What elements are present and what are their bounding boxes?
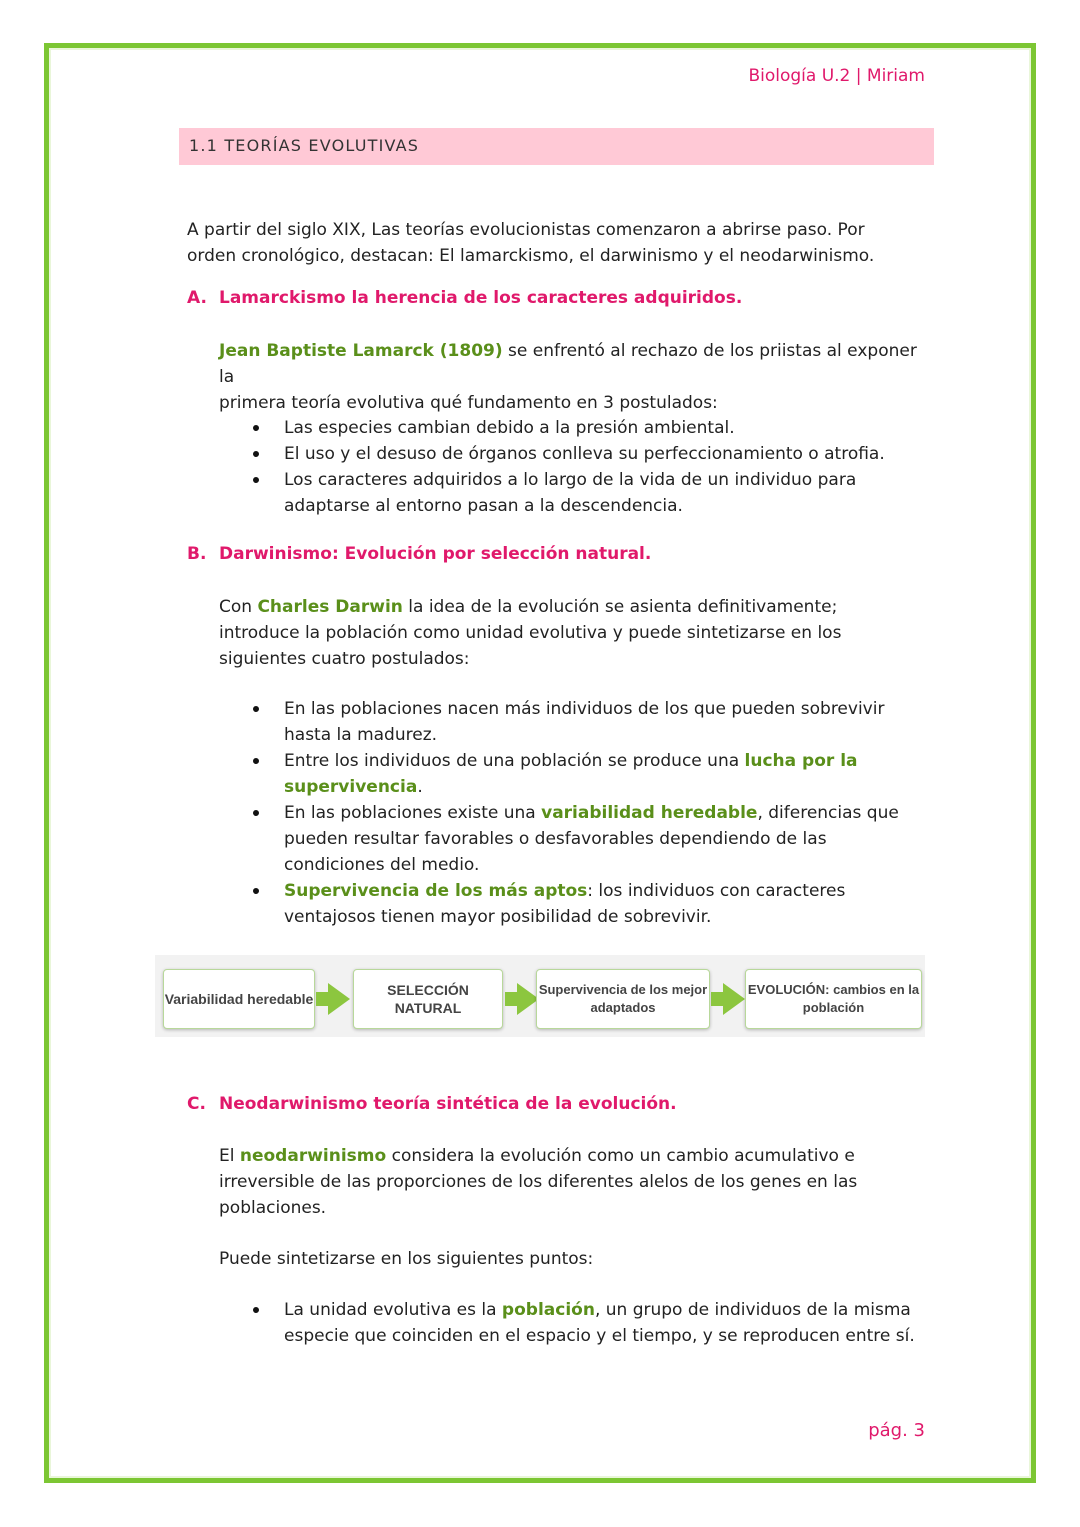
list-item: Los caracteres adquiridos a lo largo de la vida de un individuo para adaptarse al entorno pasan a la descendencia. [219, 467, 919, 519]
darwin-postulates [219, 696, 919, 930]
flow-box-variabilidad: Variabilidad heredable [163, 969, 315, 1029]
heading-letter: A. [187, 288, 207, 308]
heading-lamarckismo [187, 288, 742, 308]
list-item [219, 748, 919, 800]
highlight-term: lucha por la supervivencia [284, 751, 858, 797]
lamarck-paragraph [219, 338, 929, 416]
darwin-name: Charles Darwin [257, 597, 403, 617]
list-item: En las poblaciones nacen más individuos de los que pueden sobrevivir hasta la madurez. [219, 696, 919, 748]
page-header: Biología U.2 | Miriam [748, 66, 925, 86]
list-item-text: Entre los individuos de una población se produce una [284, 751, 745, 771]
paragraph-text: considera la evolución como un cambio acumulativo e [386, 1146, 855, 1166]
list-item-text: . [417, 777, 423, 797]
heading-letter: C. [187, 1094, 206, 1114]
highlight-term: variabilidad heredable [541, 803, 758, 823]
highlight-term: Supervivencia de los más aptos [284, 881, 588, 901]
paragraph-text: primera teoría evolutiva qué fundamento en 3 postulados: [219, 393, 718, 413]
heading-text: Darwinismo: Evolución por selección natural. [219, 544, 652, 564]
heading-letter: B. [187, 544, 207, 564]
list-item-text: En las poblaciones existe una [284, 803, 542, 823]
paragraph-text: El [219, 1146, 240, 1166]
neodarwin-points [219, 1297, 924, 1349]
list-item-text: La unidad evolutiva es la [284, 1300, 502, 1320]
lamarck-name: Jean Baptiste Lamarck (1809) [219, 341, 503, 361]
heading-neodarwinismo [187, 1094, 677, 1114]
list-item-text: : los individuos con caracteres ventajosos tienen mayor posibilidad de sobrevivir. [284, 881, 846, 927]
intro-line: A partir del siglo XIX, Las teorías evolucionistas comenzaron a abrirse paso. Por [187, 220, 865, 240]
list-item [219, 878, 919, 930]
list-item: Las especies cambian debido a la presión ambiental. [219, 415, 919, 441]
intro-line: orden cronológico, destacan: El lamarckismo, el darwinismo y el neodarwinismo. [187, 246, 875, 266]
paragraph-text: Con [219, 597, 258, 617]
intro-paragraph [187, 217, 927, 269]
flow-box-evolucion: EVOLUCIÓN: cambios en la población [745, 969, 922, 1029]
heading-text: Neodarwinismo teoría sintética de la evolución. [219, 1094, 677, 1114]
section-title: 1.1 TEORÍAS EVOLUTIVAS [179, 128, 934, 165]
paragraph-text: siguientes cuatro postulados: [219, 649, 470, 669]
darwin-paragraph [219, 594, 929, 672]
flow-box-supervivencia: Supervivencia de los mejor adaptados [536, 969, 710, 1029]
list-item [219, 800, 919, 878]
paragraph-text: introduce la población como unidad evolutiva y puede sintetizarse en los [219, 623, 842, 643]
paragraph-text: se enfrentó al rechazo de los priistas al exponer la [219, 341, 917, 387]
arrow-right-icon [328, 983, 350, 1015]
list-item-text: , diferencias que pueden resultar favorables o desfavorables dependiendo de las condiciones del medio. [284, 803, 899, 875]
page-number: pág. 3 [868, 1420, 925, 1441]
evolution-flow-diagram [155, 955, 925, 1037]
paragraph-text: poblaciones. [219, 1198, 327, 1218]
paragraph-text: irreversible de las proporciones de los diferentes alelos de los genes en las [219, 1172, 858, 1192]
arrow-right-icon [723, 983, 745, 1015]
neodarwin-intro: Puede sintetizarse en los siguientes puntos: [219, 1249, 594, 1269]
heading-darwinismo [187, 544, 651, 564]
paragraph-text: la idea de la evolución se asienta definitivamente; [402, 597, 838, 617]
heading-text: Lamarckismo la herencia de los caracteres adquiridos. [219, 288, 743, 308]
list-item: El uso y el desuso de órganos conlleva su perfeccionamiento o atrofia. [219, 441, 919, 467]
lamarck-postulates [219, 415, 919, 519]
list-item-text: , un grupo de individuos de la misma especie que coinciden en el espacio y el tiempo, y se reproducen entre sí. [284, 1300, 915, 1346]
highlight-term: población [501, 1300, 595, 1320]
list-item [219, 1297, 924, 1349]
highlight-term: neodarwinismo [239, 1146, 387, 1166]
flow-box-seleccion: SELECCIÓN NATURAL [353, 969, 503, 1029]
neodarwin-paragraph [219, 1143, 929, 1221]
